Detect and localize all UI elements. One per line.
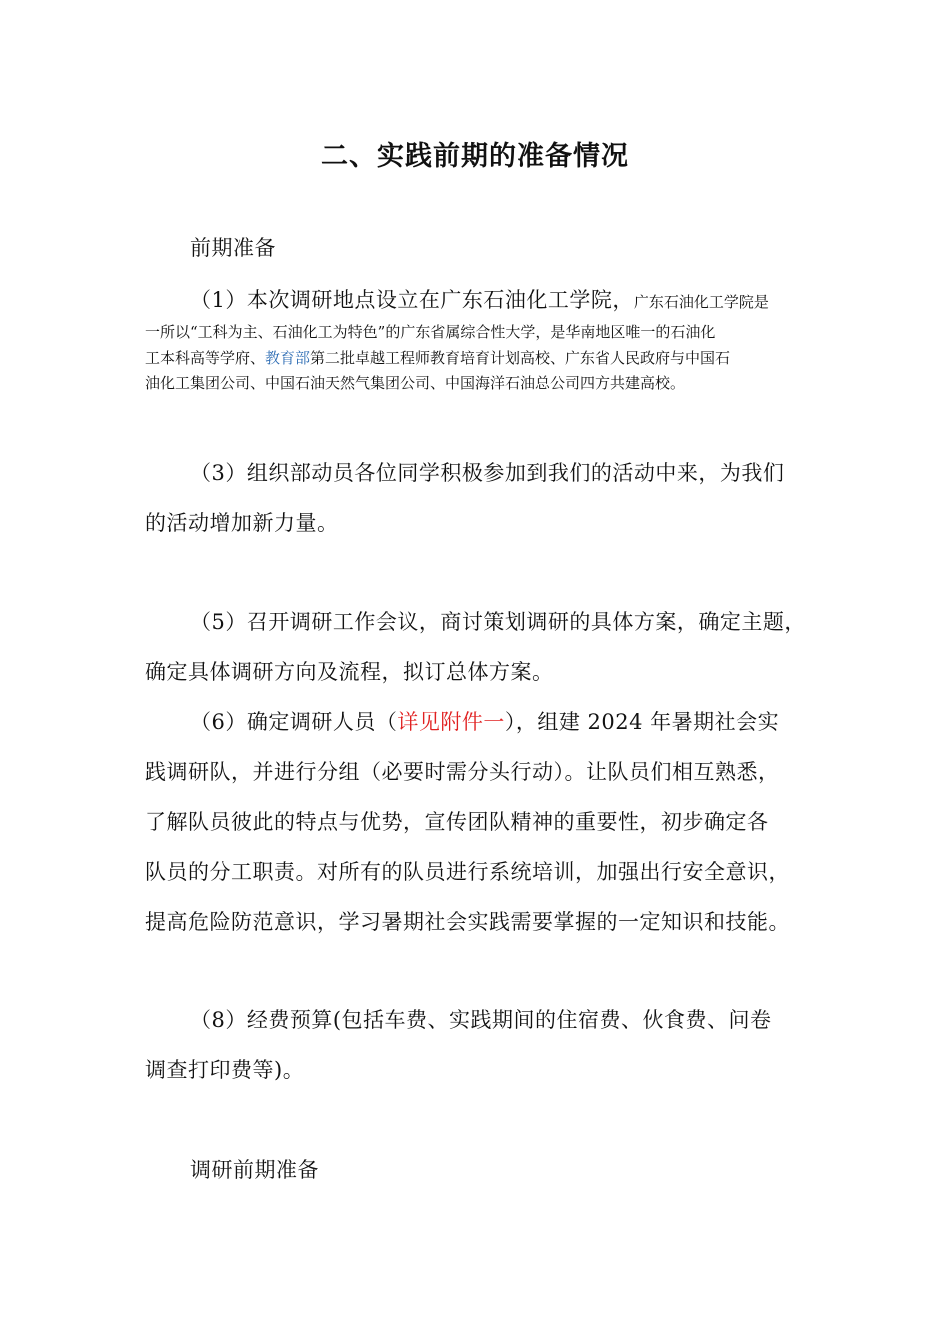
paragraph-1-line-3-start: 工本科高等学府、	[145, 349, 266, 367]
paragraph-6-line-1-end: ），组建 2024 年暑期社会实	[504, 710, 780, 734]
paragraph-1-tail: 广东石油化工学院是	[633, 293, 769, 311]
paragraph-8-line-1: （8）经费预算(包括车费、实践期间的住宿费、伙食费、问卷	[190, 1008, 772, 1032]
paragraph-5-line-1: （5）召开调研工作会议，商讨策划调研的具体方案，确定主题，	[190, 610, 806, 634]
appendix-reference-link[interactable]: 详见附件一	[397, 710, 505, 734]
paragraph-1-intro: （1）本次调研地点设立在广东石油化工学院，	[190, 288, 634, 312]
paragraph-1-line-1	[190, 284, 769, 314]
paragraph-6-line-2: 践调研队，并进行分组（必要时需分头行动）。让队员们相互熟悉，	[145, 760, 780, 784]
paragraph-6-line-1-start: （6）确定调研人员（	[190, 710, 398, 734]
paragraph-1-line-2: 一所以“工科为主、石油化工为特色”的广东省属综合性大学，是华南地区唯一的石油化	[145, 323, 716, 341]
paragraph-6-line-5: 提高危险防范意识，学习暑期社会实践需要掌握的一定知识和技能。	[145, 910, 790, 934]
paragraph-1-line-4: 油化工集团公司、中国石油天然气集团公司、中国海洋石油总公司四方共建高校。	[145, 374, 686, 392]
paragraph-1-line-3	[145, 347, 730, 368]
paragraph-3-line-2: 的活动增加新力量。	[145, 511, 339, 535]
paragraph-6-line-4: 队员的分工职责。对所有的队员进行系统培训，加强出行安全意识，	[145, 860, 790, 884]
paragraph-1-line-3-end: 第二批卓越工程师教育培育计划高校、广东省人民政府与中国石	[310, 349, 731, 367]
paragraph-6-line-1	[190, 706, 779, 736]
paragraph-6-line-3: 了解队员彼此的特点与优势，宣传团队精神的重要性，初步确定各	[145, 810, 769, 834]
paragraph-5-line-2: 确定具体调研方向及流程，拟订总体方案。	[145, 660, 554, 684]
paragraph-8-line-2: 调查打印费等)。	[145, 1058, 305, 1082]
section-heading-research-preparation: 调研前期准备	[190, 1158, 319, 1182]
section-heading-preparation: 前期准备	[190, 236, 276, 260]
ministry-of-education-link[interactable]: 教育部	[265, 349, 311, 367]
page-title: 二、实践前期的准备情况	[321, 141, 629, 172]
paragraph-3-line-1: （3）组织部动员各位同学积极参加到我们的活动中来，为我们	[190, 461, 785, 485]
